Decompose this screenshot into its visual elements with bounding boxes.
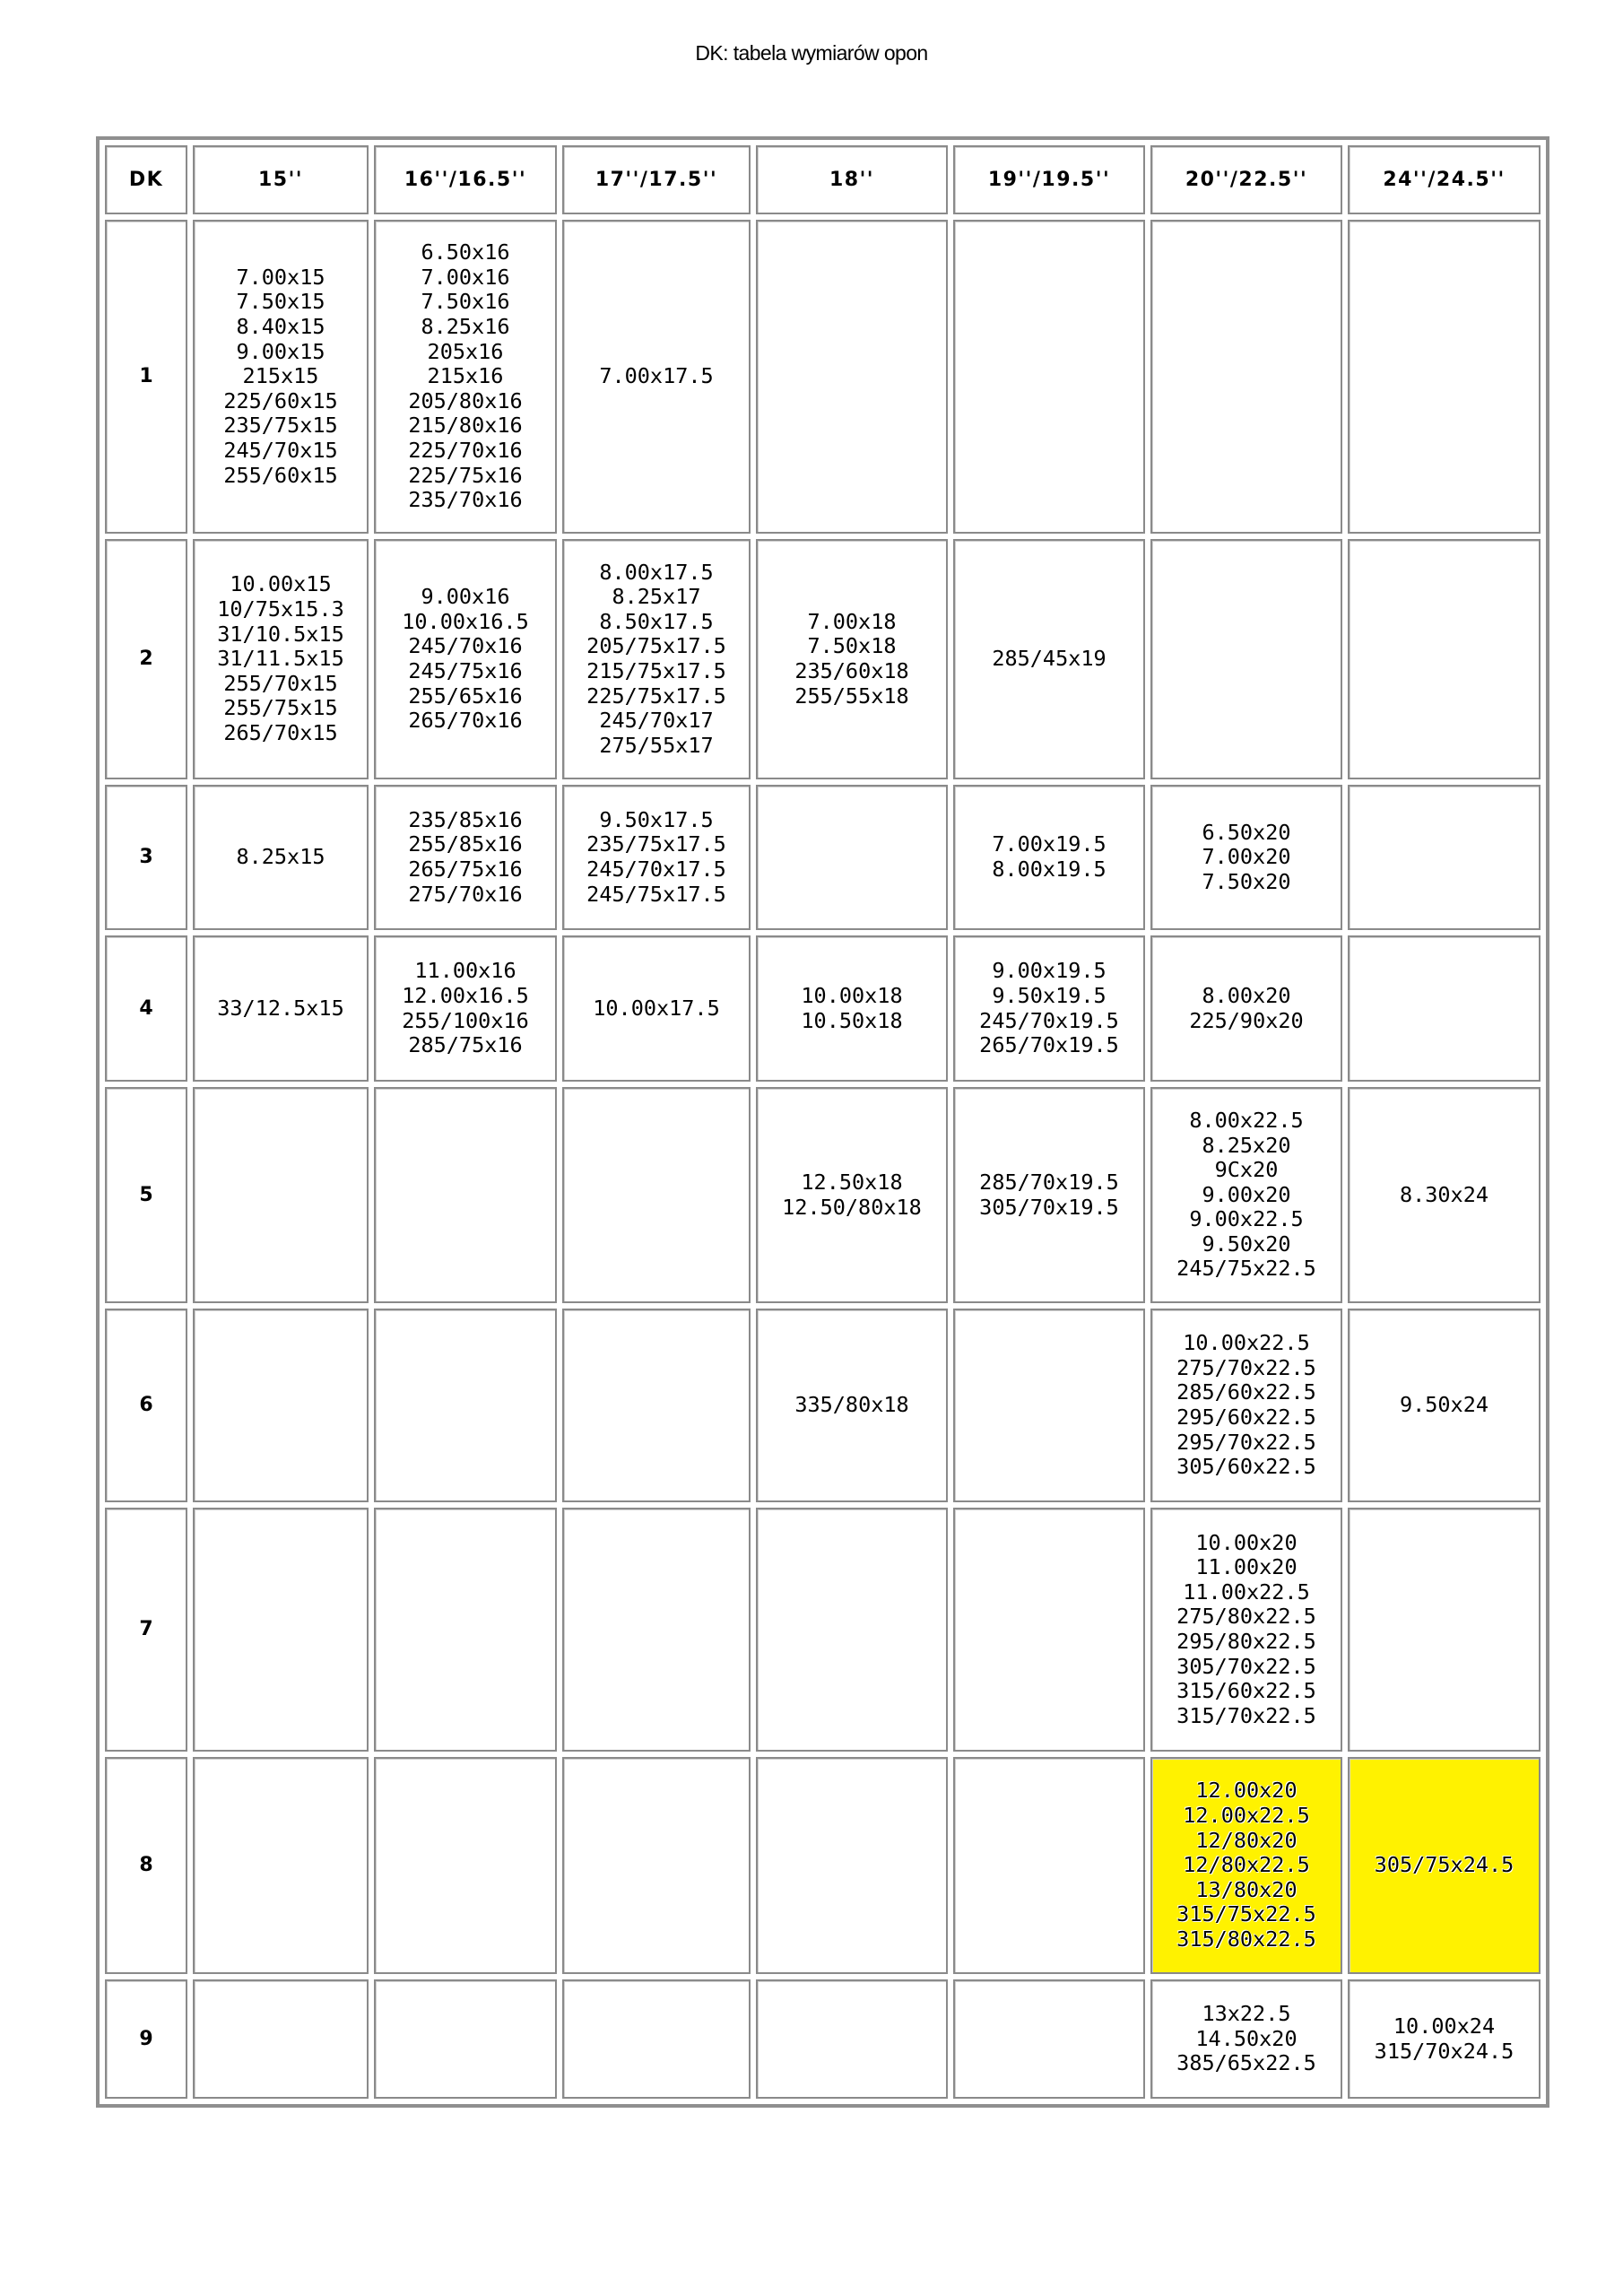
- size-cell: [193, 220, 369, 534]
- tire-size: 7.00x17.5: [599, 363, 714, 389]
- size-cell: [1348, 1087, 1541, 1303]
- tire-size: 295/70x22.5: [1176, 1429, 1316, 1455]
- tire-size: 245/70x17.5: [586, 857, 726, 882]
- size-cell: [1150, 539, 1342, 779]
- tire-size: 265/70x15: [223, 719, 338, 745]
- tire-size: 235/60x18: [794, 658, 909, 683]
- tire-size: 205/80x16: [408, 387, 523, 413]
- tire-size: 31/10.5x15: [217, 621, 344, 647]
- tire-size: 235/85x16: [408, 806, 523, 832]
- size-cell: [953, 539, 1145, 779]
- tire-size: 7.50x16: [421, 289, 510, 315]
- size-cell: [1348, 1979, 1541, 2099]
- size-cell: [1348, 1508, 1541, 1752]
- tire-size: 245/70x17: [599, 708, 714, 734]
- tire-size: 8.25x15: [236, 844, 325, 870]
- tire-size: 205/75x17.5: [586, 633, 726, 659]
- table-row: [105, 220, 1541, 534]
- tire-size: 9.00x15: [236, 338, 325, 364]
- tire-size: 255/65x16: [408, 683, 523, 709]
- size-cell: [1150, 1309, 1342, 1502]
- size-cell: [1348, 539, 1541, 779]
- tire-size: 275/70x16: [408, 881, 523, 907]
- tire-size: 9.00x16: [421, 584, 510, 610]
- tire-size: 9.50x17.5: [599, 806, 714, 832]
- column-header: 16''/16.5'': [374, 145, 557, 214]
- tire-size: 235/75x17.5: [586, 831, 726, 857]
- size-cell: [1150, 1757, 1342, 1974]
- tire-size: 31/11.5x15: [217, 646, 344, 672]
- size-cell: [756, 1757, 948, 1974]
- tire-size: 285/75x16: [408, 1032, 523, 1058]
- tire-size: 245/75x17.5: [586, 881, 726, 907]
- tire-size: 265/70x19.5: [979, 1032, 1119, 1058]
- header-row: [105, 145, 1541, 214]
- dk-cell: 4: [105, 935, 187, 1082]
- tire-size: 12.50/80x18: [782, 1194, 922, 1220]
- tire-size: 315/70x22.5: [1176, 1702, 1316, 1728]
- dk-cell: 9: [105, 1979, 187, 2099]
- tire-size: 315/60x22.5: [1176, 1678, 1316, 1704]
- tire-size: 265/70x16: [408, 708, 523, 734]
- tire-size: 12.50x18: [801, 1169, 903, 1195]
- table-row: [105, 1757, 1541, 1974]
- tire-size: 8.00x22.5: [1189, 1107, 1304, 1133]
- size-cell: [193, 1757, 369, 1974]
- size-cell: [756, 1309, 948, 1502]
- table-row: [105, 1508, 1541, 1752]
- tire-size: 7.00x16: [421, 264, 510, 290]
- tire-size: 12/80x22.5: [1183, 1852, 1310, 1878]
- tire-size: 9.00x19.5: [992, 958, 1107, 984]
- table-row: [105, 785, 1541, 930]
- size-cell: [953, 1309, 1145, 1502]
- tire-size: 10.00x20: [1195, 1529, 1298, 1555]
- size-cell: [756, 1508, 948, 1752]
- tire-size: 385/65x22.5: [1176, 2050, 1316, 2076]
- page-title: DK: tabela wymiarów opon: [695, 41, 928, 65]
- size-cell: [1348, 220, 1541, 534]
- size-cell: [1348, 1309, 1541, 1502]
- dk-cell: 5: [105, 1087, 187, 1303]
- size-cell: [756, 539, 948, 779]
- tire-size: 8.25x17: [612, 584, 701, 610]
- tire-size: 245/75x22.5: [1176, 1256, 1316, 1282]
- tire-size: 265/75x16: [408, 857, 523, 882]
- tire-size: 7.00x18: [807, 608, 897, 634]
- tire-size: 7.50x20: [1202, 868, 1291, 894]
- size-cell: [374, 539, 557, 779]
- size-cell: [374, 1309, 557, 1502]
- size-cell: [562, 1309, 751, 1502]
- tire-size: 235/75x15: [223, 413, 338, 439]
- tire-size: 6.50x16: [421, 239, 510, 265]
- column-header: 17''/17.5'': [562, 145, 751, 214]
- tire-size: 13x22.5: [1202, 2001, 1291, 2027]
- size-cell: [562, 220, 751, 534]
- size-cell: [953, 785, 1145, 930]
- tire-size: 8.00x19.5: [992, 857, 1107, 882]
- tire-size: 225/75x17.5: [586, 683, 726, 709]
- tire-size: 12/80x20: [1195, 1827, 1298, 1853]
- tire-size: 335/80x18: [794, 1392, 909, 1418]
- tire-size: 255/70x15: [223, 670, 338, 696]
- tire-size-table: [96, 136, 1549, 2108]
- tire-size: 315/70x24.5: [1374, 2038, 1515, 2064]
- tire-size: 255/75x15: [223, 695, 338, 721]
- dk-cell: 1: [105, 220, 187, 534]
- column-header: 18'': [756, 145, 948, 214]
- size-cell: [374, 1757, 557, 1974]
- tire-size: 11.00x20: [1195, 1554, 1298, 1580]
- tire-size: 225/75x16: [408, 462, 523, 488]
- size-cell: [1150, 1087, 1342, 1303]
- tire-size: 12.00x16.5: [402, 982, 529, 1008]
- column-header: 15'': [193, 145, 369, 214]
- size-cell: [1150, 1508, 1342, 1752]
- tire-size: 285/70x19.5: [979, 1169, 1119, 1195]
- tire-size: 8.00x17.5: [599, 559, 714, 585]
- size-cell: [562, 935, 751, 1082]
- size-cell: [1348, 1757, 1541, 1974]
- column-header: 20''/22.5'': [1150, 145, 1342, 214]
- tire-size: 9.50x20: [1202, 1231, 1291, 1257]
- tire-size: 8.50x17.5: [599, 608, 714, 634]
- size-cell: [953, 1508, 1145, 1752]
- size-cell: [374, 785, 557, 930]
- size-cell: [756, 220, 948, 534]
- tire-size: 7.50x15: [236, 289, 325, 315]
- size-cell: [953, 1757, 1145, 1974]
- tire-size: 11.00x22.5: [1183, 1578, 1310, 1605]
- dk-cell: 2: [105, 539, 187, 779]
- tire-size: 13/80x20: [1195, 1876, 1298, 1902]
- dk-cell: 7: [105, 1508, 187, 1752]
- table-row: [105, 539, 1541, 779]
- table-row: [105, 935, 1541, 1082]
- size-cell: [756, 785, 948, 930]
- tire-size: 315/75x22.5: [1176, 1901, 1316, 1927]
- size-cell: [193, 1979, 369, 2099]
- tire-size: 10.50x18: [801, 1007, 903, 1033]
- tire-size: 10.00x18: [801, 982, 903, 1008]
- size-cell: [374, 935, 557, 1082]
- tire-size: 275/70x22.5: [1176, 1354, 1316, 1380]
- table-row: [105, 1979, 1541, 2099]
- tire-size: 10.00x22.5: [1183, 1330, 1310, 1356]
- tire-size: 215x16: [427, 363, 504, 389]
- tire-size: 8.40x15: [236, 314, 325, 340]
- tire-size: 10.00x24: [1393, 2013, 1496, 2039]
- tire-size: 9.00x20: [1202, 1181, 1291, 1207]
- size-cell: [562, 785, 751, 930]
- tire-size: 255/100x16: [402, 1007, 529, 1033]
- size-cell: [953, 1979, 1145, 2099]
- tire-size: 255/55x18: [794, 683, 909, 709]
- tire-size: 9Cx20: [1214, 1157, 1279, 1183]
- tire-size: 8.00x20: [1202, 982, 1291, 1008]
- tire-size: 7.00x15: [236, 264, 325, 290]
- size-cell: [1150, 1979, 1342, 2099]
- table-row: [105, 1087, 1541, 1303]
- tire-size: 9.00x22.5: [1189, 1206, 1304, 1232]
- tire-size: 9.50x24: [1399, 1392, 1489, 1418]
- size-cell: [374, 220, 557, 534]
- tire-size: 7.00x19.5: [992, 831, 1107, 857]
- tire-size: 6.50x20: [1202, 819, 1291, 845]
- tire-size: 295/60x22.5: [1176, 1405, 1316, 1430]
- tire-size: 225/70x16: [408, 437, 523, 463]
- size-cell: [193, 539, 369, 779]
- size-cell: [562, 1979, 751, 2099]
- column-header: 24''/24.5'': [1348, 145, 1541, 214]
- tire-size: 275/80x22.5: [1176, 1604, 1316, 1630]
- size-cell: [562, 1508, 751, 1752]
- tire-size: 10/75x15.3: [217, 596, 344, 622]
- size-cell: [953, 935, 1145, 1082]
- tire-size: 255/85x16: [408, 831, 523, 857]
- tire-size: 245/70x15: [223, 437, 338, 463]
- size-cell: [953, 1087, 1145, 1303]
- tire-size: 9.50x19.5: [992, 982, 1107, 1008]
- size-cell: [756, 1087, 948, 1303]
- size-cell: [562, 539, 751, 779]
- size-cell: [374, 1979, 557, 2099]
- tire-size: 275/55x17: [599, 732, 714, 758]
- size-cell: [1348, 785, 1541, 930]
- tire-size: 285/60x22.5: [1176, 1379, 1316, 1405]
- tire-size: 215/75x17.5: [586, 658, 726, 683]
- tire-size: 215/80x16: [408, 413, 523, 439]
- tire-size: 8.25x16: [421, 314, 510, 340]
- tire-size: 215x15: [242, 363, 319, 389]
- tire-size: 245/70x19.5: [979, 1007, 1119, 1033]
- size-cell: [193, 1309, 369, 1502]
- tire-size: 10.00x17.5: [593, 995, 720, 1021]
- tire-size: 8.25x20: [1202, 1132, 1291, 1158]
- tire-size: 14.50x20: [1195, 2025, 1298, 2051]
- tire-size: 10.00x15: [230, 571, 332, 597]
- size-cell: [756, 935, 948, 1082]
- tire-size: 285/45x19: [992, 646, 1107, 672]
- tire-size: 245/75x16: [408, 658, 523, 683]
- tire-size: 12.00x20: [1195, 1778, 1298, 1804]
- tire-size: 305/70x22.5: [1176, 1653, 1316, 1679]
- dk-cell: 3: [105, 785, 187, 930]
- column-header: 19''/19.5'': [953, 145, 1145, 214]
- dk-cell: 8: [105, 1757, 187, 1974]
- tire-size: 10.00x16.5: [402, 608, 529, 634]
- size-cell: [193, 935, 369, 1082]
- column-header: DK: [105, 145, 187, 214]
- size-cell: [953, 220, 1145, 534]
- size-cell: [562, 1757, 751, 1974]
- tire-size: 7.00x20: [1202, 844, 1291, 870]
- dk-cell: 6: [105, 1309, 187, 1502]
- tire-size: 12.00x22.5: [1183, 1803, 1310, 1829]
- tire-size: 305/60x22.5: [1176, 1454, 1316, 1480]
- tire-size: 11.00x16: [414, 958, 516, 984]
- tire-size: 33/12.5x15: [217, 995, 344, 1021]
- tire-size: 315/80x22.5: [1176, 1926, 1316, 1952]
- size-cell: [193, 1508, 369, 1752]
- size-cell: [374, 1087, 557, 1303]
- size-cell: [193, 1087, 369, 1303]
- tire-size: 235/70x16: [408, 487, 523, 513]
- size-cell: [374, 1508, 557, 1752]
- size-cell: [1150, 785, 1342, 930]
- size-cell: [562, 1087, 751, 1303]
- tire-size: 305/70x19.5: [979, 1194, 1119, 1220]
- size-cell: [1150, 935, 1342, 1082]
- size-cell: [1150, 220, 1342, 534]
- size-cell: [193, 785, 369, 930]
- size-cell: [1348, 935, 1541, 1082]
- tire-size: 225/90x20: [1189, 1007, 1304, 1033]
- tire-size: 305/75x24.5: [1374, 1852, 1515, 1878]
- size-cell: [756, 1979, 948, 2099]
- tire-size: 8.30x24: [1399, 1181, 1489, 1207]
- tire-size: 255/60x15: [223, 462, 338, 488]
- tire-size: 205x16: [427, 338, 504, 364]
- tire-size: 7.50x18: [807, 633, 897, 659]
- tire-size: 295/80x22.5: [1176, 1629, 1316, 1654]
- tire-size: 225/60x15: [223, 387, 338, 413]
- table-row: [105, 1309, 1541, 1502]
- tire-size: 245/70x16: [408, 633, 523, 659]
